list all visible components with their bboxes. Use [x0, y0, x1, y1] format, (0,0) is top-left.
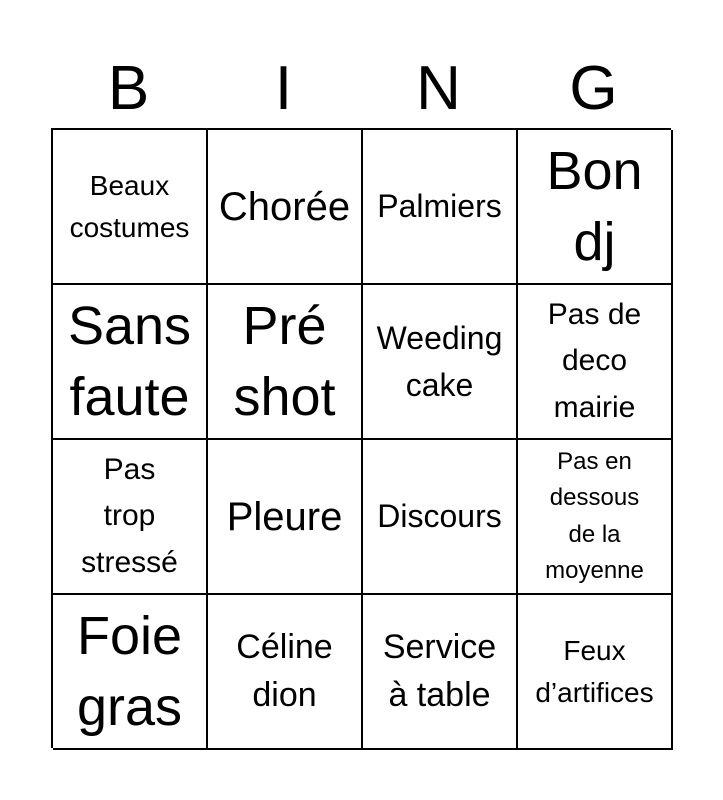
bingo-cell[interactable] — [518, 440, 673, 595]
cell-label: Pré shot — [233, 296, 336, 427]
bingo-cell[interactable] — [208, 130, 363, 285]
bingo-cell[interactable] — [363, 285, 518, 440]
cell-label: Pas de deco mairie — [547, 297, 642, 424]
cell-label: Weeding cake — [376, 319, 503, 403]
cell-label: Sans faute — [67, 296, 192, 427]
cell-label: Bon dj — [546, 141, 643, 272]
cell-label: Céline dion — [236, 627, 333, 714]
bingo-cell[interactable] — [518, 285, 673, 440]
header-letter-g: G — [569, 54, 618, 123]
cell-label: Beaux costumes — [69, 169, 190, 243]
bingo-cell[interactable] — [53, 440, 208, 595]
bingo-cell[interactable] — [363, 595, 518, 750]
bingo-header — [51, 50, 671, 128]
bingo-cell[interactable] — [518, 130, 673, 285]
bingo-cell[interactable] — [208, 595, 363, 750]
cell-label: Service à table — [382, 627, 497, 714]
bingo-cell[interactable] — [53, 595, 208, 750]
cell-label: Discours — [377, 498, 502, 535]
cell-label: Pas en dessous de la moyenne — [545, 447, 644, 584]
bingo-card-grid — [51, 128, 671, 748]
bingo-cell[interactable] — [363, 440, 518, 595]
bingo-cell[interactable] — [363, 130, 518, 285]
bingo-cell[interactable] — [53, 285, 208, 440]
bingo-cell[interactable] — [208, 440, 363, 595]
cell-label: Feux d’artifices — [535, 634, 654, 708]
cell-label: Chorée — [218, 184, 351, 229]
cell-label: Palmiers — [377, 188, 502, 225]
cell-label: Pas trop stressé — [81, 452, 178, 579]
bingo-cell[interactable] — [208, 285, 363, 440]
header-letter-b: B — [107, 54, 150, 123]
cell-label: Foie gras — [76, 606, 183, 737]
bingo-cell[interactable] — [518, 595, 673, 750]
header-letter-i: I — [274, 54, 293, 123]
cell-label: Pleure — [226, 494, 343, 539]
bingo-cell[interactable] — [53, 130, 208, 285]
header-letter-n: N — [416, 54, 461, 123]
